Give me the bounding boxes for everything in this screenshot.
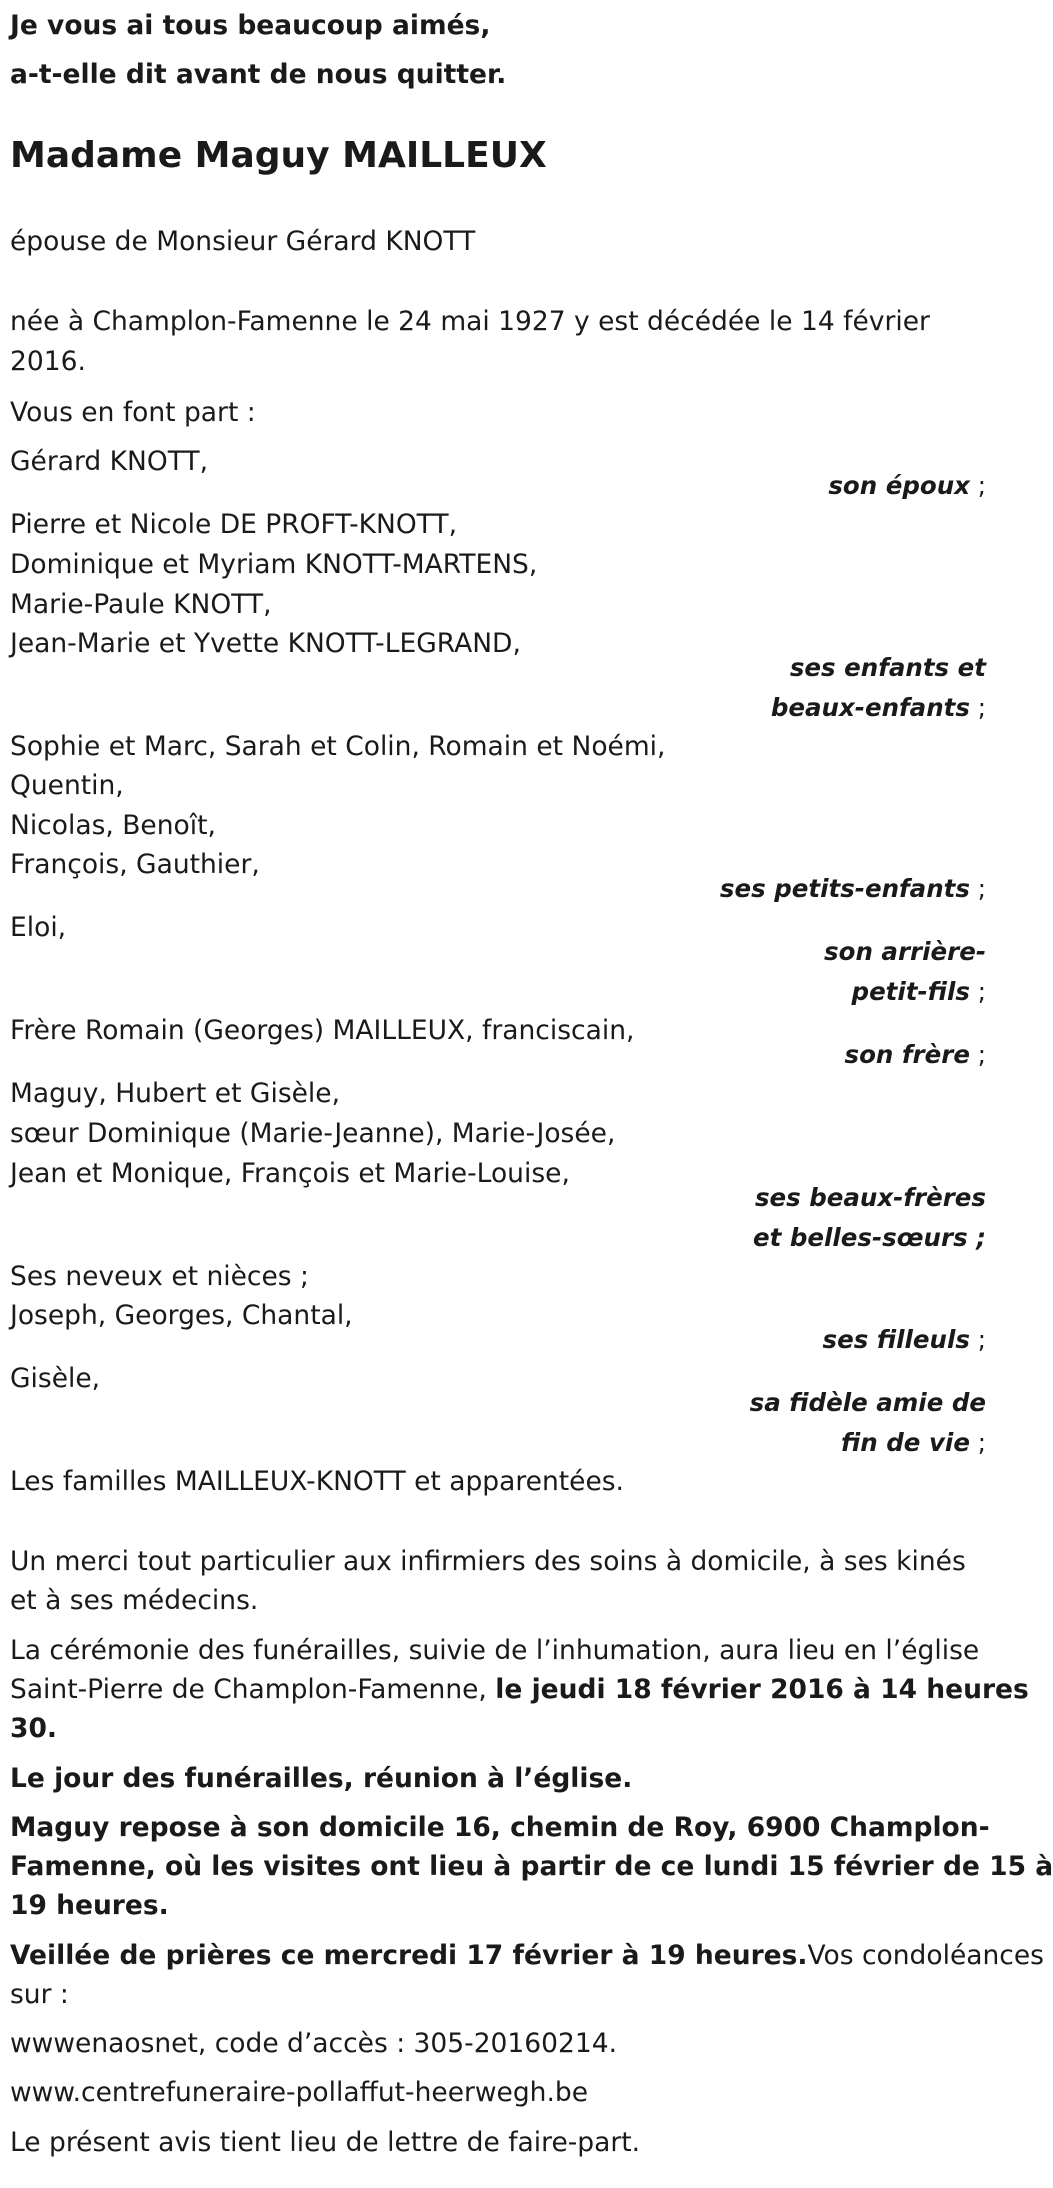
enfants-role-line-2: beaux-enfants ; [770, 693, 986, 722]
enfants-role-line-1: ses enfants et [789, 653, 986, 682]
thanks-line-1: Un merci tout particulier aux infirmiers des soins à domicile, à ses kinés [10, 1546, 966, 1577]
ceremony-line-1: La cérémonie des funérailles, suivie de l’inhumation, aura lieu en l’église [10, 1635, 980, 1666]
frere-role: son frère ; [844, 1040, 986, 1069]
veillee-line-2: sur : [10, 1979, 69, 2010]
amie-name: Gisèle, [10, 1363, 101, 1394]
amie-role-line-1: sa fidèle amie de [749, 1388, 986, 1417]
closing-line: Le présent avis tient lieu de lettre de faire-part. [10, 2127, 641, 2158]
thanks-line-2: et à ses médecins. [10, 1585, 259, 1616]
petit-enfant-name: Nicolas, Benoît, [10, 810, 216, 841]
repose-line-2: Famenne, où les visites ont lieu à partir de ce lundi 15 février de 15 à [10, 1851, 1053, 1882]
intro-line-2: a-t-elle dit avant de nous quitter. [10, 59, 507, 90]
filleuls-role: ses filleuls ; [822, 1325, 986, 1354]
arriere-role-line-1: son arrière- [824, 937, 986, 966]
filleuls-name: Joseph, Georges, Chantal, [10, 1300, 353, 1331]
enfant-name: Dominique et Myriam KNOTT-MARTENS, [10, 549, 538, 580]
repose-line-1: Maguy repose à son domicile 16, chemin de Roy, 6900 Champlon- [10, 1812, 990, 1843]
deceased-name: Madame Maguy MAILLEUX [10, 135, 547, 176]
spouse-line: épouse de Monsieur Gérard KNOTT [10, 226, 476, 257]
familles-line: Les familles MAILLEUX-KNOTT et apparentées. [10, 1466, 624, 1497]
enfant-name: Pierre et Nicole DE PROFT-KNOTT, [10, 509, 458, 540]
arriere-role-line-2: petit-fils ; [851, 977, 986, 1006]
birth-death-line-2: 2016. [10, 346, 86, 377]
beau-frere-name: sœur Dominique (Marie-Jeanne), Marie-Josée, [10, 1118, 616, 1149]
beaux-role-line-1: ses beaux-frères [754, 1183, 986, 1212]
website-link[interactable]: www.centrefuneraire-pollaffut-heerwegh.be [10, 2077, 589, 2108]
neveux-line: Ses neveux et nièces ; [10, 1261, 309, 1292]
petit-enfant-name: François, Gauthier, [10, 849, 260, 880]
intro-line-1: Je vous ai tous beaucoup aimés, [10, 10, 491, 41]
enaos-line: wwwenaosnet, code d’accès : 305-20160214. [10, 2028, 618, 2059]
announce-line: Vous en font part : [10, 397, 256, 428]
epoux-name: Gérard KNOTT, [10, 446, 209, 477]
frere-name: Frère Romain (Georges) MAILLEUX, franciscain, [10, 1015, 635, 1046]
ceremony-line-2: Saint-Pierre de Champlon-Famenne, le jeudi 18 février 2016 à 14 heures [10, 1674, 1029, 1705]
petit-enfant-name: Sophie et Marc, Sarah et Colin, Romain et Noémi, [10, 731, 666, 762]
enfant-name: Jean-Marie et Yvette KNOTT-LEGRAND, [10, 628, 521, 659]
amie-role-line-2: fin de vie ; [841, 1428, 986, 1457]
reunion-line: Le jour des funérailles, réunion à l’église. [10, 1763, 633, 1794]
petits-enfants-role: ses petits-enfants ; [719, 874, 986, 903]
epoux-role: son époux ; [828, 471, 986, 500]
ceremony-line-3: 30. [10, 1713, 57, 1744]
beau-frere-name: Jean et Monique, François et Marie-Louise, [10, 1158, 570, 1189]
veillee-line-1: Veillée de prières ce mercredi 17 février à 19 heures.Vos condoléances [10, 1940, 1044, 1971]
beaux-role-line-2: et belles-sœurs ; [752, 1223, 986, 1252]
repose-line-3: 19 heures. [10, 1890, 169, 1921]
birth-death-line-1: née à Champlon-Famenne le 24 mai 1927 y est décédée le 14 février [10, 306, 930, 337]
enfant-name: Marie-Paule KNOTT, [10, 589, 272, 620]
arriere-petit-fils-name: Eloi, [10, 912, 67, 943]
beau-frere-name: Maguy, Hubert et Gisèle, [10, 1078, 341, 1109]
petit-enfant-name: Quentin, [10, 770, 124, 801]
